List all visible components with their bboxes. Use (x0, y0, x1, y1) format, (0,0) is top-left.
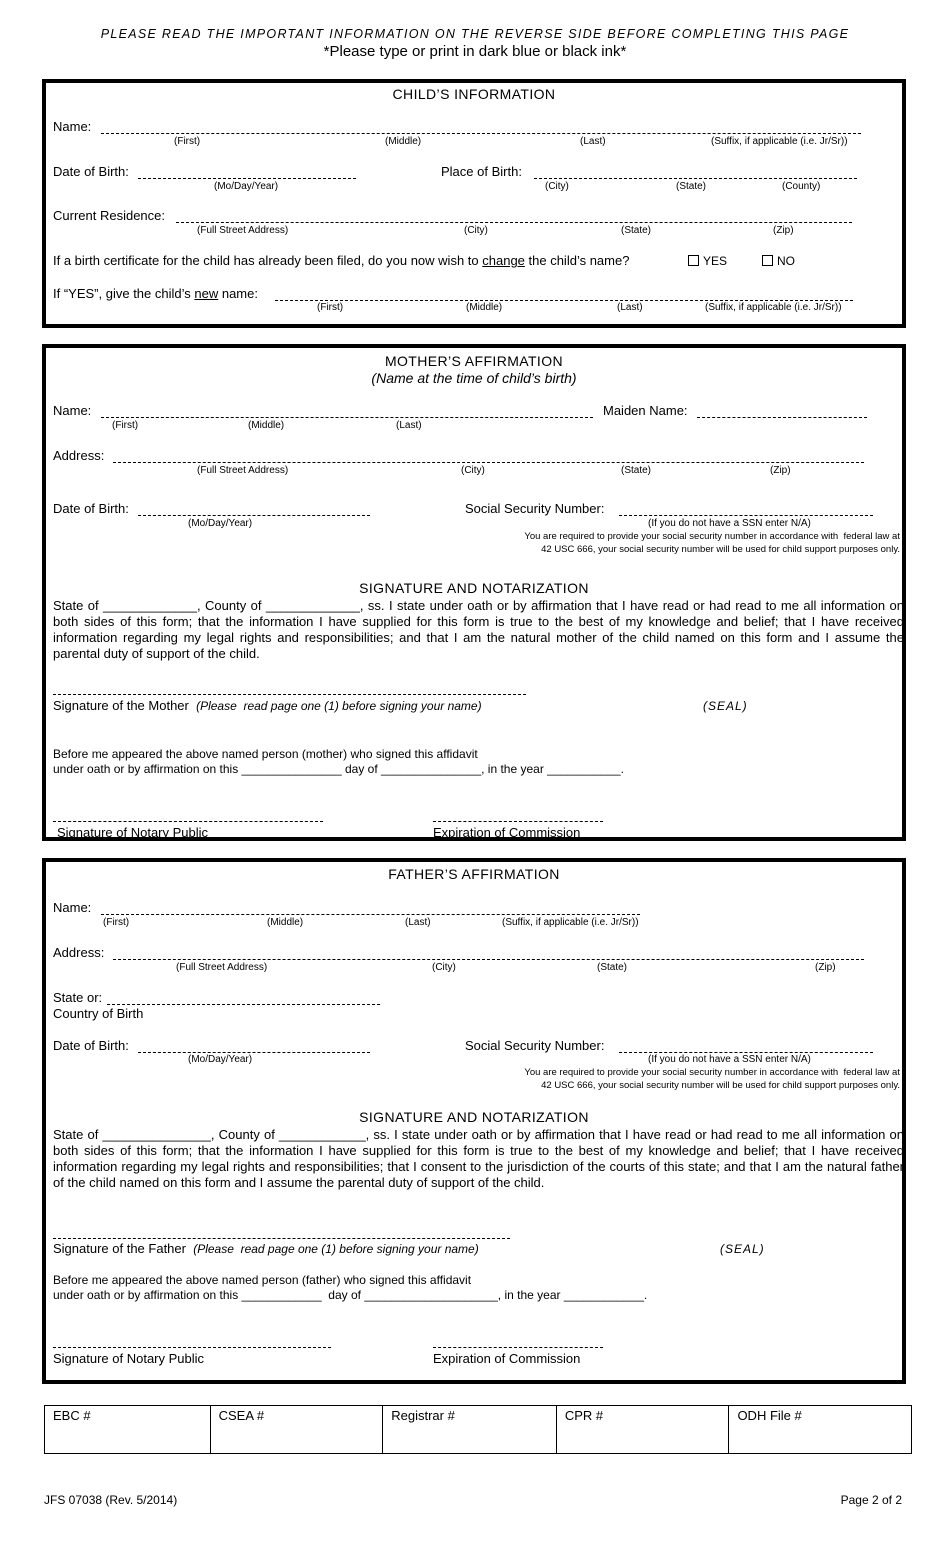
father-name-label: Name: (53, 900, 92, 915)
field-caption: (State) (621, 465, 652, 476)
father-signature-field[interactable] (53, 1238, 510, 1239)
country-birth-label: Country of Birth (53, 1006, 144, 1021)
ssn-notice: 42 USC 666, your social security number will be used for child support purposes only. (541, 1080, 900, 1091)
mother-name-label: Name: (53, 403, 92, 418)
mother-name-field[interactable] (101, 417, 593, 418)
notary-signature-field[interactable] (53, 1347, 331, 1348)
field-caption: (Full Street Address) (197, 225, 289, 236)
notary-statement-date[interactable]: under oath or by affirmation on this ____________ day of ____________________, in the year ____________. (53, 1288, 648, 1302)
checkbox-icon (762, 255, 773, 266)
field-caption: (Middle) (385, 136, 422, 147)
field-caption: (Last) (580, 136, 606, 147)
father-address-label: Address: (53, 945, 105, 960)
office-use-table (44, 1405, 912, 1454)
child-pob-label: Place of Birth: (441, 164, 522, 179)
notary-signature-label: Signature of Notary Public (53, 1351, 205, 1366)
mother-signature-field[interactable] (53, 694, 526, 695)
header-ink-note: *Please type or print in dark blue or black ink* (323, 43, 627, 60)
field-caption: (If you do not have a SSN enter N/A) (648, 518, 811, 529)
field-caption: (State) (597, 962, 628, 973)
form-id: JFS 07038 (Rev. 5/2014) (44, 1493, 178, 1507)
child-name-field[interactable] (101, 133, 861, 134)
father-address-field[interactable] (113, 959, 864, 960)
field-caption: (Full Street Address) (197, 465, 289, 476)
ssn-notice: You are required to provide your social security number in accordance with federal law at (524, 1067, 900, 1078)
section-title: FATHER’S AFFIRMATION (388, 866, 560, 882)
notary-signature-field[interactable] (53, 821, 323, 822)
header-instruction: PLEASE READ THE IMPORTANT INFORMATION ON THE REVERSE SIDE BEFORE COMPLETING THIS PAGE (100, 27, 850, 41)
father-dob-field[interactable] (138, 1052, 370, 1053)
father-signature-label: Signature of the Father (Please read page one (1) before signing your name) (53, 1241, 479, 1256)
field-caption: (City) (432, 962, 456, 973)
field-caption: (First) (103, 917, 130, 928)
field-caption: (First) (317, 302, 344, 313)
mother-address-label: Address: (53, 448, 105, 463)
field-caption: (State) (676, 181, 707, 192)
field-caption: (City) (545, 181, 569, 192)
field-caption: (Last) (617, 302, 643, 313)
field-caption: (Suffix, if applicable (i.e. Jr/Sr)) (502, 917, 639, 928)
notary-statement: Before me appeared the above named person (father) who signed this affidavit (53, 1273, 472, 1287)
father-ssn-field[interactable] (619, 1052, 873, 1053)
father-affirmation-section (42, 858, 906, 1384)
checkbox-icon (688, 255, 699, 266)
registrar-cell[interactable]: Registrar # (383, 1406, 557, 1453)
mother-dob-label: Date of Birth: (53, 501, 129, 516)
signature-notarization-title: SIGNATURE AND NOTARIZATION (359, 1109, 589, 1125)
field-caption: (Middle) (248, 420, 285, 431)
child-residence-field[interactable] (176, 222, 852, 223)
field-caption: (Zip) (770, 465, 791, 476)
state-birth-label: State or: (53, 990, 103, 1005)
expiration-field[interactable] (433, 821, 603, 822)
maiden-name-field[interactable] (697, 417, 867, 418)
field-caption: (State) (621, 225, 652, 236)
child-dob-label: Date of Birth: (53, 164, 129, 179)
child-residence-label: Current Residence: (53, 208, 165, 223)
new-name-label: If “YES”, give the child’s new name: (53, 286, 258, 301)
father-oath-text: State of _______________, County of ____________, ss. I state under oath or by affirmation that I have read or had read to me all information on both sides of this form; that the information I have supplied for this form is true to the best of my knowledge and belief; that I have received information regarding my legal rights and responsibilities; that I consent to the jurisdiction of the courts of this state; and that I am the natural father of the child named on this form and I assume the parental duty of support of the child. (53, 1127, 904, 1190)
field-caption: (Last) (405, 917, 431, 928)
field-caption: (County) (782, 181, 821, 192)
ssn-notice: You are required to provide your social security number in accordance with federal law at (524, 531, 900, 542)
section-title: MOTHER’S AFFIRMATION (384, 353, 564, 369)
mother-affirmation-section (42, 344, 906, 841)
section-title: CHILD’S INFORMATION (392, 86, 556, 102)
father-dob-label: Date of Birth: (53, 1038, 129, 1053)
mother-ssn-field[interactable] (619, 515, 873, 516)
odh-file-cell[interactable]: ODH File # (737, 1408, 802, 1423)
field-caption: (Full Street Address) (176, 962, 268, 973)
notary-signature-label: Signature of Notary Public (57, 825, 209, 840)
field-caption: (Zip) (815, 962, 836, 973)
field-caption: (City) (464, 225, 488, 236)
child-information-section (42, 79, 906, 328)
field-caption: (Mo/Day/Year) (188, 1054, 253, 1065)
notary-statement-date[interactable]: under oath or by affirmation on this _______________ day of _______________, in the year ___________. (53, 762, 624, 776)
csea-cell[interactable]: CSEA # (211, 1406, 384, 1453)
field-caption: (If you do not have a SSN enter N/A) (648, 1054, 811, 1065)
page-number: Page 2 of 2 (840, 1493, 902, 1507)
field-caption: (Middle) (466, 302, 503, 313)
mother-ssn-label: Social Security Number: (465, 501, 605, 516)
signature-notarization-title: SIGNATURE AND NOTARIZATION (359, 580, 589, 596)
field-caption: (First) (174, 136, 201, 147)
ssn-notice: 42 USC 666, your social security number will be used for child support purposes only. (541, 544, 900, 555)
child-pob-field[interactable] (534, 178, 857, 179)
change-name-question: If a birth certificate for the child has already been filed, do you now wish to change the child’s name? (53, 253, 630, 268)
expiration-label: Expiration of Commission (433, 1351, 581, 1366)
seal-label: (SEAL) (720, 1242, 765, 1256)
child-name-label: Name: (53, 119, 92, 134)
mother-oath-text: State of _____________, County of _____________, ss. I state under oath or by affirmation that I have read or had read to me all information on both sides of this form; that the information I have supplied for this form is true to the best of my knowledge and belief; that I have received information regarding my legal rights and responsibilities; and that I am the natural mother of the child named on this form and I assume the parental duty of support of the child. (53, 598, 904, 661)
field-caption: (Middle) (267, 917, 304, 928)
father-name-field[interactable] (101, 914, 640, 915)
seal-label: (SEAL) (703, 699, 748, 713)
mother-dob-field[interactable] (138, 515, 370, 516)
father-ssn-label: Social Security Number: (465, 1038, 605, 1053)
maiden-name-label: Maiden Name: (603, 403, 688, 418)
cpr-cell[interactable]: CPR # (557, 1406, 730, 1453)
notary-statement: Before me appeared the above named person (mother) who signed this affidavit (53, 747, 478, 761)
field-caption: (Mo/Day/Year) (188, 518, 253, 529)
new-name-field[interactable] (275, 300, 853, 301)
field-caption: (Last) (396, 420, 422, 431)
mother-address-field[interactable] (113, 462, 864, 463)
yes-checkbox[interactable]: YES (688, 254, 727, 268)
field-caption: (City) (461, 465, 485, 476)
field-caption: (Suffix, if applicable (i.e. Jr/Sr)) (705, 302, 842, 313)
field-caption: (Suffix, if applicable (i.e. Jr/Sr)) (711, 136, 848, 147)
no-checkbox[interactable]: NO (762, 254, 795, 268)
expiration-field[interactable] (433, 1347, 603, 1348)
ebc-cell[interactable]: EBC # (45, 1406, 211, 1453)
section-subtitle: (Name at the time of child’s birth) (371, 370, 577, 386)
field-caption: (First) (112, 420, 139, 431)
state-birth-field[interactable] (107, 1004, 380, 1005)
mother-signature-label: Signature of the Mother (Please read page one (1) before signing your name) (53, 698, 482, 713)
child-dob-field[interactable] (138, 178, 356, 179)
expiration-label: Expiration of Commission (433, 825, 581, 840)
field-caption: (Mo/Day/Year) (214, 181, 279, 192)
field-caption: (Zip) (773, 225, 794, 236)
